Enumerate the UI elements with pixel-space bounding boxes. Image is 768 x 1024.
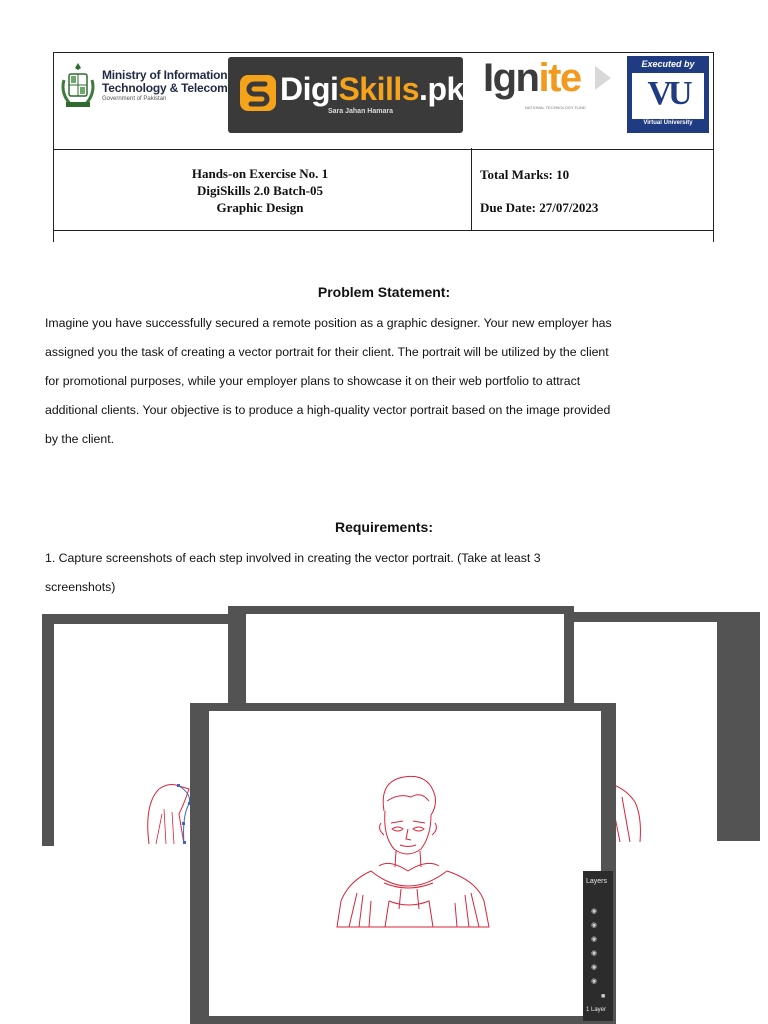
eye-icon[interactable]: ◉ [591,978,598,985]
vu-logo [627,56,709,133]
ministry-line2: Technology & Telecom [102,81,228,95]
digiskills-word-digi: Digi [280,71,339,107]
header-divider [471,148,472,230]
ignite-logo [483,56,613,116]
screenshot-step-2 [228,606,574,710]
digiskills-tagline: Sara Jahan Hamara [328,108,393,115]
vu-executed-by: Executed by [641,59,695,69]
ignite-arrow-icon [595,66,611,90]
requirement-line-2: screenshots) [45,580,116,594]
layers-panel[interactable] [583,871,613,1021]
vu-mark: VU [647,75,689,112]
ministry-line3: Government of Pakistan [102,96,167,102]
problem-heading: Problem Statement: [317,284,451,300]
layers-count: 1 Layer [586,1007,607,1013]
problem-line-3: for promotional purposes, while your employer plans to showcase it on their web portfolio to attract [45,374,581,388]
pakistan-emblem-icon [58,60,98,112]
digiskills-logo [228,57,463,133]
ministry-line1: Ministry of Information [102,68,228,82]
layer-visibility-list [591,905,597,989]
eye-icon[interactable]: ◉ [591,936,598,943]
batch-label: DigiSkills 2.0 Batch-05 [196,183,324,198]
lock-icon[interactable]: ■ [601,993,606,1000]
header-left-border [53,52,54,242]
header-bottom-line [53,230,713,231]
ministry-logo [58,60,228,116]
vector-portrait-outline [329,771,499,931]
screenshot-2-canvas [246,614,564,710]
ignite-word-ign: Ign [483,56,539,100]
exercise-title: Hands-on Exercise No. 1 [191,166,329,181]
digiskills-word-skills: Skills [338,71,420,107]
screenshot-final-canvas [209,711,601,1016]
problem-line-1: Imagine you have successfully secured a remote position as a graphic designer. Your new employer has [45,316,612,330]
problem-line-2: assigned you the task of creating a vector portrait for their client. The portrait will be utilized by the client [45,345,609,359]
vu-name: Virtual University [643,120,693,126]
course-label: Graphic Design [216,200,304,215]
eye-icon[interactable]: ◉ [591,964,598,971]
layers-panel-title: Layers [586,878,608,885]
ignite-word-ite: ite [538,56,581,100]
requirement-line-1: 1. Capture screenshots of each step involved in creating the vector portrait. (Take at least 3 [45,551,541,565]
total-marks: Total Marks: 10 [480,167,570,182]
due-date: Due Date: 27/07/2023 [480,200,599,215]
digiskills-s-icon [240,75,276,111]
eye-icon[interactable]: ◉ [591,922,598,929]
eye-icon[interactable]: ◉ [591,908,598,915]
problem-line-5: by the client. [45,432,115,446]
exercise-info [150,165,370,216]
header-right-border [713,52,714,242]
screenshot-final [190,703,616,1024]
digiskills-word-pk: .pk [419,71,464,107]
eye-icon[interactable]: ◉ [591,950,598,957]
requirements-heading: Requirements: [334,519,434,535]
ignite-tagline: NATIONAL TECHNOLOGY FUND [525,105,586,110]
problem-line-4: additional clients. Your objective is to produce a high-quality vector portrait based on the image provided [45,403,611,417]
